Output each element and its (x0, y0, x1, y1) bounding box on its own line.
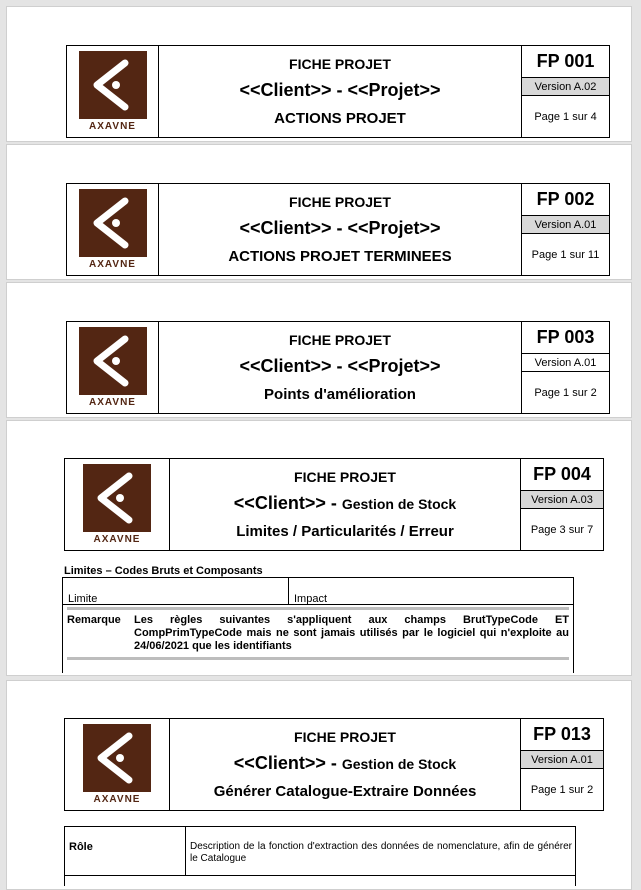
logo-brand: AXAVNE (89, 259, 136, 270)
axavne-logo (79, 327, 147, 395)
ref-cell (520, 719, 603, 810)
header-table (64, 458, 604, 551)
axavne-logo (79, 189, 147, 257)
ref-cell (520, 459, 603, 550)
ref-cell (521, 46, 609, 137)
remark-rule-bottom (67, 657, 569, 660)
logo-cell (65, 459, 170, 550)
page-fp-003 (6, 282, 632, 418)
doc-title: FICHE PROJET (289, 194, 391, 211)
col-impact: Impact (294, 593, 328, 605)
doc-title: FICHE PROJET (289, 56, 391, 73)
remark-text: Les règles suivantes s'appliquent aux champs BrutTypeCode ET CompPrimTypeCode mais ne sont jamais utilisés par le logiciel qui n'exploite au 24/06/2021 que les identifiants (134, 614, 569, 652)
doc-code: FP 013 (521, 719, 603, 751)
doc-subtitle: Générer Catalogue-Extraire Données (213, 782, 477, 800)
role-row (65, 827, 575, 876)
page-fp-002 (6, 144, 632, 280)
role-label: Rôle (65, 827, 186, 875)
title-cell (170, 459, 520, 550)
client-suffix: Gestion de Stock (341, 756, 457, 773)
header-table (66, 321, 610, 414)
client-label: <<Client>> - (233, 753, 342, 774)
page-count: Page 1 sur 2 (530, 783, 594, 796)
logo-cell (65, 719, 170, 810)
client-project: <<Client>> - <<Projet>> (239, 218, 441, 239)
logo-cell (67, 46, 159, 137)
doc-version: Version A.03 (521, 491, 603, 509)
doc-title: FICHE PROJET (294, 469, 396, 486)
axavne-logo (83, 464, 151, 532)
doc-version: Version A.01 (522, 216, 609, 234)
logo-brand: AXAVNE (89, 397, 136, 408)
header-table (64, 718, 604, 811)
logo-cell (67, 184, 159, 275)
client-label: <<Client>> - (233, 493, 342, 514)
axavne-logo (79, 51, 147, 119)
title-cell (159, 46, 521, 137)
table-header-row (63, 578, 573, 605)
doc-code: FP 002 (522, 184, 609, 216)
page-fp-004 (6, 420, 632, 676)
page-count: Page 1 sur 4 (534, 110, 597, 123)
ref-cell (521, 322, 609, 413)
doc-code: FP 004 (521, 459, 603, 491)
role-text: Description de la fonction d'extraction des données de nomenclature, afin de générer le Catalogue (190, 841, 572, 864)
doc-subtitle: Points d'amélioration (264, 385, 416, 403)
logo-brand: AXAVNE (93, 794, 141, 805)
doc-version: Version A.01 (521, 751, 603, 769)
limits-table (62, 577, 574, 673)
page-fp-013 (6, 680, 632, 890)
axavne-logo (83, 724, 151, 792)
title-cell (170, 719, 520, 810)
header-table (66, 45, 610, 138)
doc-title: FICHE PROJET (289, 332, 391, 349)
title-cell (159, 184, 521, 275)
doc-subtitle: ACTIONS PROJET TERMINEES (228, 247, 452, 265)
doc-code: FP 003 (522, 322, 609, 354)
page-fp-001 (6, 6, 632, 142)
remark-row (63, 610, 573, 653)
page-count: Page 3 sur 7 (530, 523, 594, 536)
client-project: <<Client>> - <<Projet>> (239, 80, 441, 101)
page-count: Page 1 sur 2 (534, 386, 597, 399)
doc-subtitle: Limites / Particularités / Erreur (236, 522, 454, 540)
ref-cell (521, 184, 609, 275)
remark-label: Remarque (67, 614, 121, 626)
doc-code: FP 001 (522, 46, 609, 78)
doc-title: FICHE PROJET (294, 729, 396, 746)
client-suffix: Gestion de Stock (341, 496, 457, 513)
doc-version: Version A.02 (522, 78, 609, 96)
client-line (234, 493, 456, 514)
doc-version: Version A.01 (522, 354, 609, 372)
logo-cell (67, 322, 159, 413)
client-line (234, 753, 456, 774)
logo-brand: AXAVNE (93, 534, 141, 545)
doc-subtitle: ACTIONS PROJET (274, 109, 406, 127)
role-table (64, 826, 576, 886)
client-project: <<Client>> - <<Projet>> (239, 356, 441, 377)
title-cell (159, 322, 521, 413)
logo-brand: AXAVNE (89, 121, 136, 132)
section-title: Limites – Codes Bruts et Composants (64, 565, 263, 577)
header-table (66, 183, 610, 276)
col-limit: Limite (63, 578, 289, 604)
page-count: Page 1 sur 11 (531, 248, 600, 261)
